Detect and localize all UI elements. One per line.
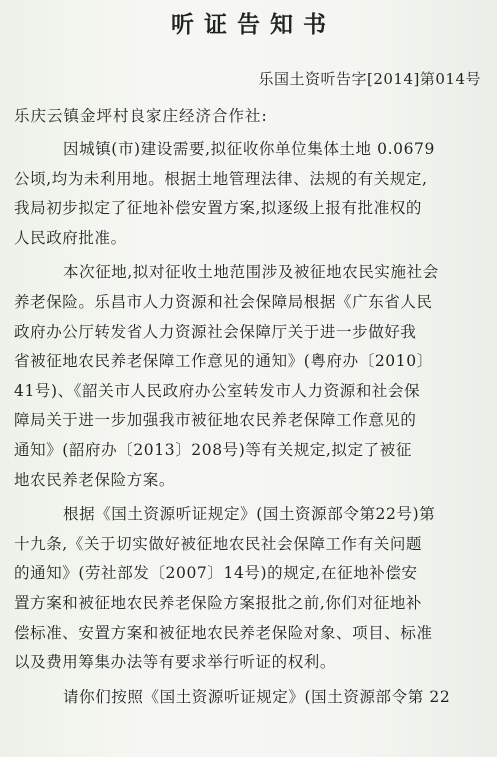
paragraph-line: 政府办公厅转发省人力资源社会保障厅关于进一步做好我	[14, 322, 417, 341]
paragraph-line: 省被征地农民养老保障工作意见的通知》(粤府办〔2010〕	[14, 352, 433, 371]
paragraph-line: 障局关于进一步加强我市被征地农民养老保障工作意见的	[14, 411, 417, 430]
paragraph-line: 通知》(韶府办〔2013〕208号)等有关规定,拟定了被征	[14, 440, 412, 459]
paragraph-line: 根据《国土资源听证规定》(国土资源部令第22号)第	[63, 505, 436, 524]
paragraph-line: 的通知》(劳社部发〔2007〕14号)的规定,在征地补偿安	[14, 564, 418, 583]
document-title: 听证告知书	[171, 11, 336, 38]
paragraph-line: 偿标准、安置方案和被征地农民养老保险对象、项目、标准	[14, 623, 433, 642]
paragraph-line: 因城镇(市)建设需要,拟征收你单位集体土地 0.0679	[63, 140, 435, 158]
paragraph-line: 我局初步拟定了征地补偿安置方案,拟逐级上报有批准权的	[14, 199, 423, 218]
document-body	[14, 135, 484, 712]
addressee: 乐庆云镇金坪村良家庄经济合作社:	[14, 107, 268, 125]
paragraph-line: 人民政府批准。	[14, 228, 127, 247]
paragraph-line: 地农民养老保险方案。	[14, 470, 176, 489]
document-number: 乐国土资听告字[2014]第014号	[258, 70, 481, 88]
paragraph-line: 公顷,均为未利用地。根据土地管理法律、法规的有关规定,	[14, 169, 428, 188]
paragraph-line: 养老保险。乐昌市人力资源和社会保障局根据《广东省人民	[14, 292, 433, 311]
paragraph-line: 以及费用筹集办法等有要求举行听证的权利。	[14, 653, 337, 672]
paragraph-line: 本次征地,拟对征收土地范围涉及被征地农民实施社会	[63, 263, 439, 282]
paragraph-line: 置方案和被征地农民养老保险方案报批之前,你们对征地补	[14, 593, 423, 612]
paragraph-line: 十九条,《关于切实做好被征地农民社会保障工作有关问题	[14, 534, 423, 553]
paragraph-line: 41号)、《韶关市人民政府办公室转发市人力资源和社会保	[14, 381, 421, 400]
paragraph-line: 请你们按照《国土资源听证规定》(国土资源部令第 22	[63, 687, 451, 706]
